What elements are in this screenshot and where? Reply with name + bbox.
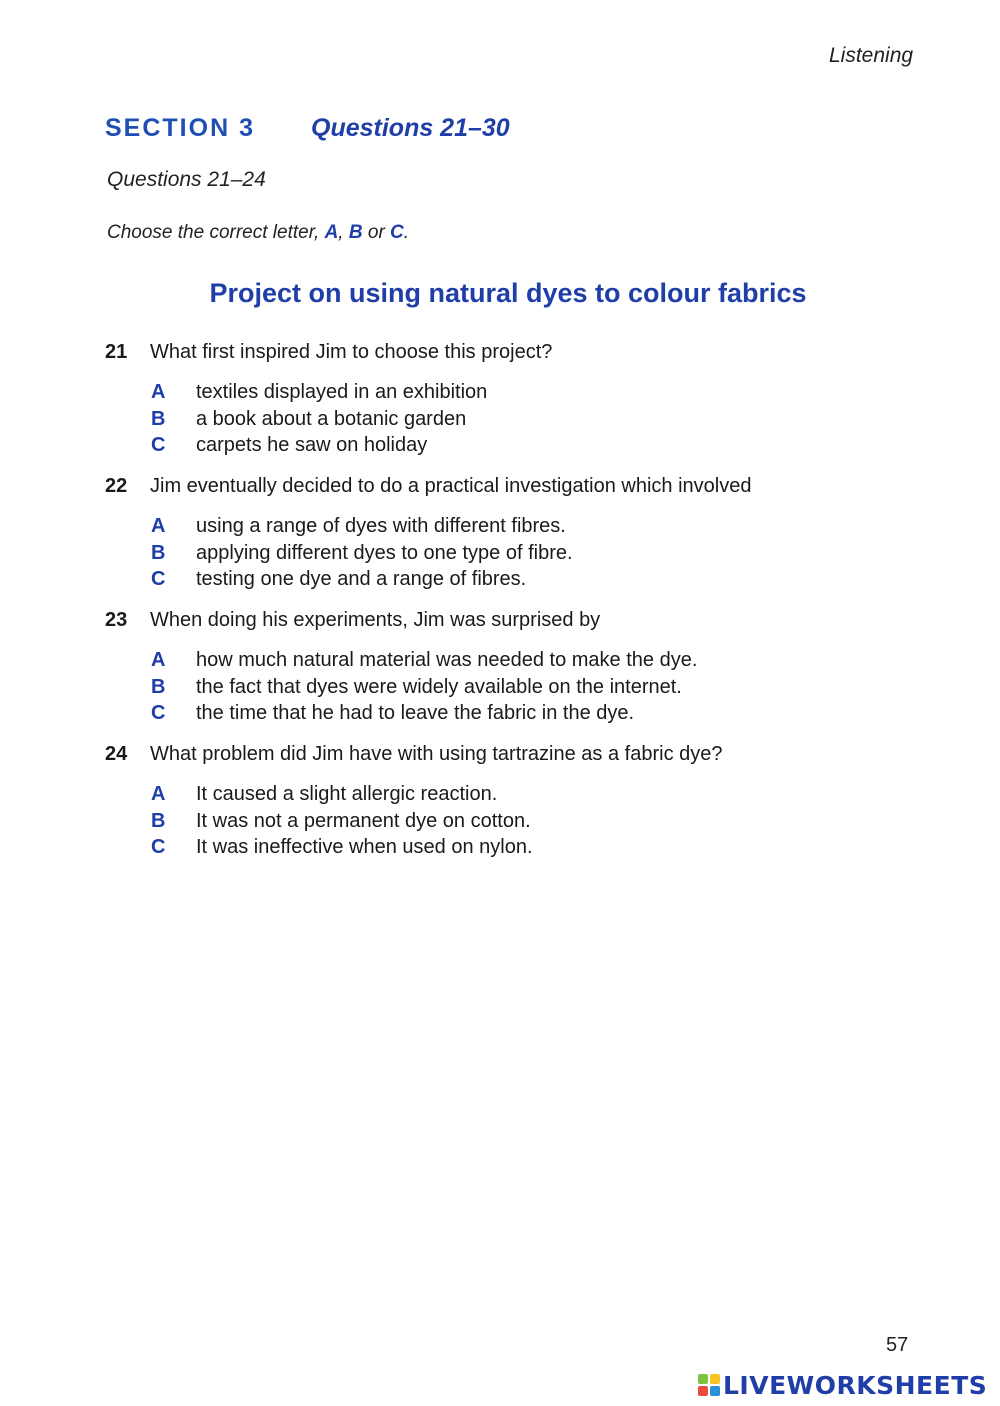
option-text: applying different dyes to one type of fibre.: [196, 541, 573, 564]
section-label: SECTION 3: [105, 114, 255, 142]
question-text: What problem did Jim have with using tartrazine as a fabric dye?: [150, 743, 723, 765]
question-number: 22: [105, 475, 128, 497]
instruction-or: or: [362, 222, 391, 243]
option-b[interactable]: [151, 674, 905, 701]
question-text: When doing his experiments, Jim was surprised by: [150, 609, 601, 631]
option-c[interactable]: [151, 566, 905, 593]
instruction-text: [107, 222, 409, 244]
option-text: textiles displayed in an exhibition: [196, 381, 488, 403]
option-letter: B: [151, 541, 166, 564]
liveworksheets-brand[interactable]: [698, 1368, 987, 1402]
option-letter: A: [151, 783, 166, 805]
option-a[interactable]: [151, 513, 905, 540]
option-letter: C: [151, 568, 166, 590]
option-b[interactable]: [151, 406, 905, 433]
option-letter: B: [151, 809, 166, 832]
running-head: Listening: [829, 44, 914, 67]
section-question-range: Questions 21–30: [311, 114, 510, 142]
answer-options: [151, 379, 905, 459]
option-c[interactable]: [151, 432, 905, 459]
instruction-suffix: .: [403, 222, 410, 243]
question-24: [105, 741, 905, 861]
option-b[interactable]: [151, 540, 905, 567]
option-text: It was not a permanent dye on cotton.: [196, 809, 531, 832]
option-letter: C: [151, 434, 166, 456]
option-c[interactable]: [151, 700, 905, 727]
option-letter: A: [151, 381, 166, 403]
option-letter: C: [151, 702, 166, 724]
option-letter: A: [151, 515, 166, 537]
option-text: testing one dye and a range of fibres.: [196, 568, 527, 590]
option-text: It caused a slight allergic reaction.: [196, 783, 498, 805]
question-number: 24: [105, 743, 128, 765]
answer-options: [151, 781, 905, 861]
question-23: [105, 607, 905, 727]
option-text: a book about a botanic garden: [196, 407, 467, 430]
question-text: Jim eventually decided to do a practical investigation which involved: [150, 475, 752, 497]
option-text: using a range of dyes with different fibres.: [196, 515, 566, 537]
answer-options: [151, 513, 905, 593]
brand-name: LIVEWORKSHEETS: [723, 1370, 988, 1400]
option-b[interactable]: [151, 808, 905, 835]
option-letter: B: [151, 675, 166, 698]
instruction-letter-b: B: [348, 222, 363, 243]
logo-tile-yellow: [710, 1374, 720, 1384]
option-text: carpets he saw on holiday: [196, 434, 428, 456]
question-text: What first inspired Jim to choose this project?: [150, 341, 553, 363]
instruction-prefix: Choose the correct letter,: [107, 222, 325, 243]
option-letter: B: [151, 407, 166, 430]
instruction-letter-c: C: [390, 222, 404, 243]
answer-options: [151, 647, 905, 727]
option-a[interactable]: [151, 647, 905, 674]
question-22: [105, 473, 905, 593]
instruction-letter-a: A: [324, 222, 339, 243]
option-text: the time that he had to leave the fabric in the dye.: [196, 702, 635, 724]
question-21: [105, 339, 905, 459]
option-a[interactable]: [151, 781, 905, 808]
option-text: It was ineffective when used on nylon.: [196, 836, 533, 858]
option-c[interactable]: [151, 834, 905, 861]
option-text: how much natural material was needed to make the dye.: [196, 649, 698, 671]
logo-tile-blue: [710, 1386, 720, 1396]
page-number: 57: [886, 1334, 909, 1356]
liveworksheets-logo-icon: [698, 1374, 720, 1396]
logo-tile-green: [698, 1374, 708, 1384]
option-a[interactable]: [151, 379, 905, 406]
questions-subheading: Questions 21–24: [107, 168, 266, 191]
option-text: the fact that dyes were widely available on the internet.: [196, 675, 682, 698]
logo-tile-red: [698, 1386, 708, 1396]
option-letter: A: [151, 649, 166, 671]
page-title: Project on using natural dyes to colour fabrics: [209, 278, 807, 308]
question-number: 23: [105, 609, 128, 631]
option-letter: C: [151, 836, 166, 858]
question-number: 21: [105, 341, 128, 363]
instruction-comma: ,: [338, 222, 349, 243]
